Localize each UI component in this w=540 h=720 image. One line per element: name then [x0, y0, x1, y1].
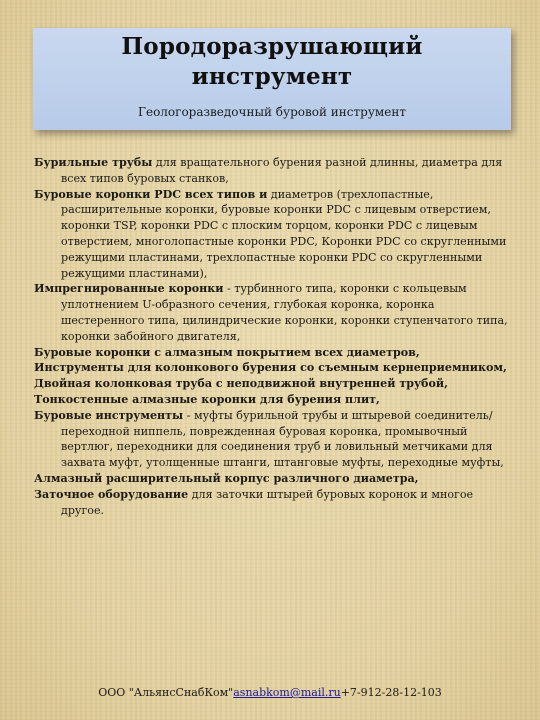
- page-subtitle: Геологоразведочный буровой инструмент: [138, 105, 406, 119]
- list-item: [34, 487, 512, 519]
- email-link[interactable]: asnabkom@mail.ru: [233, 686, 341, 699]
- list-item: [34, 187, 512, 282]
- item-heading: Буровые коронки PDC всех типов и: [34, 187, 268, 201]
- title-line-1: Породоразрушающий: [121, 33, 423, 60]
- list-item: [34, 471, 512, 487]
- item-text: для вращательного бурения разной длинны, диаметра для всех типов буровых станков,: [61, 156, 503, 185]
- item-heading: Бурильные трубы: [34, 156, 153, 169]
- footer-contacts: [0, 686, 540, 699]
- list-item: [34, 392, 512, 408]
- item-text: - турбинного типа, коронки с кольцевым уплотнением U-образного сечения, глубокая коронка, коронка шестеренного типа, цилиндрические коронки, коронки ступенчатого типа, коронки забойного двигателя,: [61, 282, 508, 343]
- product-list: [34, 155, 512, 518]
- item-heading: Алмазный расширительный корпус различного диаметра,: [34, 471, 419, 485]
- list-item: [34, 408, 512, 471]
- list-item: [34, 360, 512, 376]
- list-item: [34, 345, 512, 361]
- header-panel: [33, 28, 511, 130]
- company-name: ООО "АльянсСнабКом": [98, 686, 234, 699]
- item-text: диаметров (трехлопастные, расширительные коронки, буровые коронки PDC с лицевым отверстием, коронки TSP, коронки PDC с плоским торцом, коронки PDC с лицевым отверстием, многолопастные коронки PDC, Коронки PDC со скругленными режущими пластинами, трехлопастные коронки PDC со скругленными режущими пластинами),: [61, 187, 507, 280]
- item-text: для заточки штырей буровых коронок и многое другое.: [61, 487, 474, 517]
- list-item: [34, 155, 512, 187]
- item-heading: Инструменты для колонкового бурения со съемным кернеприемником,: [34, 361, 507, 375]
- item-heading: Буровые инструменты: [34, 408, 184, 422]
- title-line-2: инструмент: [191, 63, 353, 90]
- page-title: [33, 32, 511, 92]
- list-item: [34, 281, 512, 344]
- item-text: - муфты бурильной трубы и штыревой соединитель/переходной ниппель, поврежденная буровая коронка, промывочный вертлюг, переходники для соединения труб и ловильный метчиками для захвата муфт, утолщенные штанги, штанговые муфты, переходные муфты,: [61, 408, 504, 470]
- item-heading: Заточное оборудование: [34, 487, 189, 501]
- item-heading: Двойная колонковая труба с неподвижной внутренней трубой,: [34, 377, 448, 391]
- item-heading: Буровые коронки с алмазным покрытием всех диаметров,: [34, 345, 420, 359]
- phone-number: +7-912-28-12-103: [340, 686, 442, 699]
- item-heading: Тонкостенные алмазные коронки для бурения плит,: [34, 392, 380, 406]
- list-item: [34, 376, 512, 392]
- item-heading: Импрегнированные коронки: [34, 282, 224, 296]
